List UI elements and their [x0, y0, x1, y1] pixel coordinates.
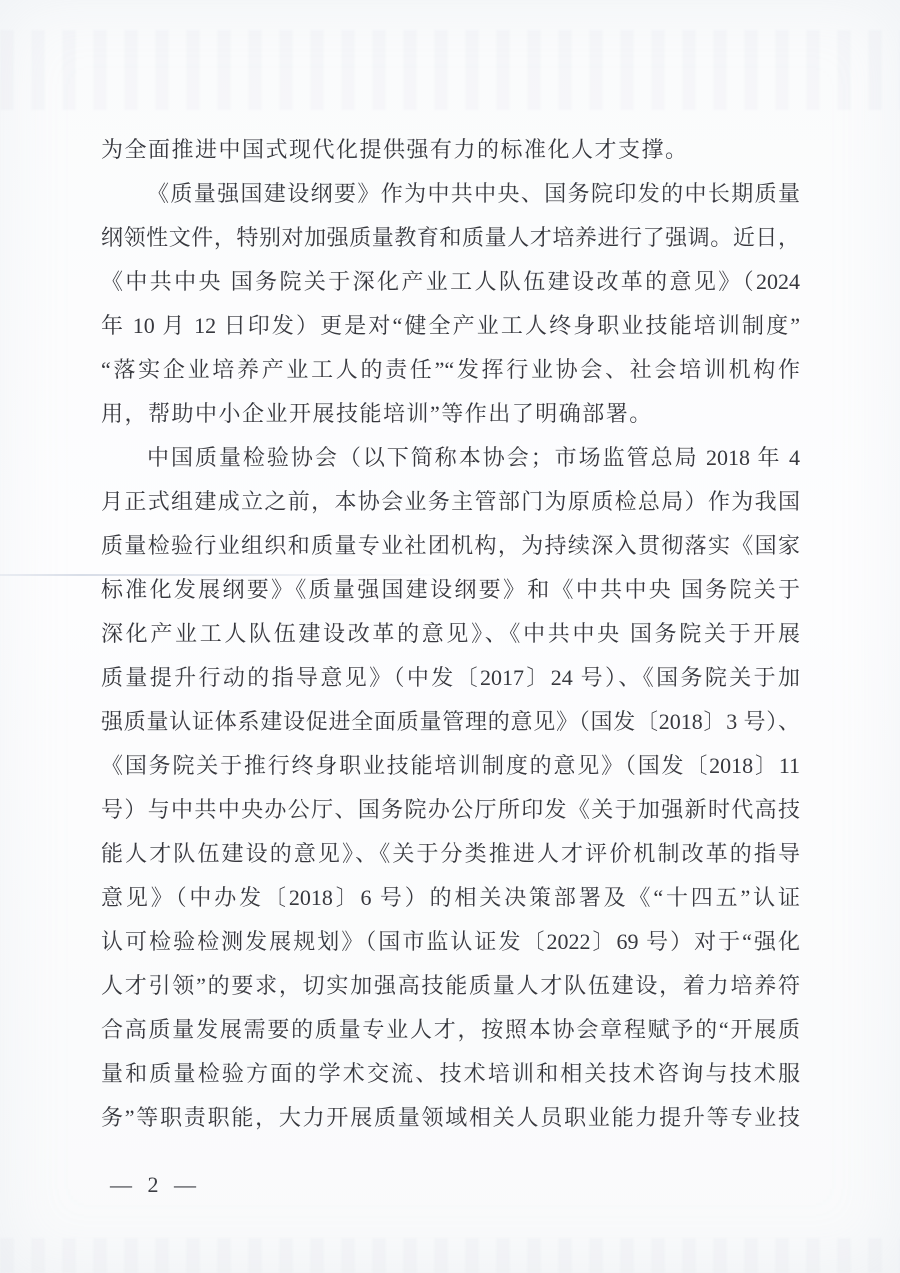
document-body-text [101, 128, 800, 1140]
body-line: 号）与中共中央办公厅、国务院办公厅所印发《关于加强新时代高技 [101, 797, 800, 822]
body-line: 量和质量检验方面的学术交流、技术培训和相关技术咨询与技术服 [101, 1061, 800, 1086]
body-line: 为全面推进中国式现代化提供强有力的标准化人才支撑。 [101, 137, 689, 162]
body-line: 月正式组建成立之前，本协会业务主管部门为原质检总局）作为我国 [101, 489, 800, 514]
body-line: 能人才队伍建设的意见》、《关于分类推进人才评价机制改革的指导 [101, 841, 800, 866]
body-line: 《质量强国建设纲要》作为中共中央、国务院印发的中长期质量 [147, 181, 800, 206]
scan-bleed-artifact-top [0, 30, 900, 110]
body-line: 标准化发展纲要》《质量强国建设纲要》和《中共中央 国务院关于 [101, 577, 800, 602]
scan-bleed-artifact-bottom [0, 1238, 900, 1273]
body-line: 人才引领”的要求，切实加强高技能质量人才队伍建设，着力培养符 [101, 973, 800, 998]
body-line: 年 10 月 12 日印发）更是对“健全产业工人终身职业技能培训制度” [101, 313, 800, 338]
body-line: 用，帮助中小企业开展技能培训”等作出了明确部署。 [101, 401, 653, 426]
body-line: 质量检验行业组织和质量专业社团机构，为持续深入贯彻落实《国家 [101, 533, 800, 558]
body-line: 强质量认证体系建设促进全面质量管理的意见》（国发〔2018〕3 号）、 [101, 709, 800, 734]
body-line: 合高质量发展需要的质量专业人才，按照本协会章程赋予的“开展质 [101, 1017, 800, 1042]
body-line: 纲领性文件，特别对加强质量教育和质量人才培养进行了强调。近日， [101, 225, 800, 250]
body-line: 《中共中央 国务院关于深化产业工人队伍建设改革的意见》（2024 [101, 269, 800, 294]
body-line: 《国务院关于推行终身职业技能培训制度的意见》（国发〔2018〕11 [101, 753, 800, 778]
page-number: — 2 — [110, 1172, 201, 1197]
body-line: “落实企业培养产业工人的责任”“发挥行业协会、社会培训机构作 [101, 357, 800, 382]
body-line: 认可检验检测发展规划》（国市监认证发〔2022〕69 号）对于“强化 [101, 929, 800, 954]
body-line: 质量提升行动的指导意见》（中发〔2017〕24 号）、《国务院关于加 [101, 665, 800, 690]
body-line: 深化产业工人队伍建设改革的意见》、《中共中央 国务院关于开展 [101, 621, 800, 646]
body-line: 务”等职责职能，大力开展质量领域相关人员职业能力提升等专业技 [101, 1105, 800, 1130]
body-line: 意见》（中办发〔2018〕6 号）的相关决策部署及《“十四五”认证 [101, 885, 800, 910]
body-line: 中国质量检验协会（以下简称本协会；市场监管总局 2018 年 4 [147, 445, 800, 470]
